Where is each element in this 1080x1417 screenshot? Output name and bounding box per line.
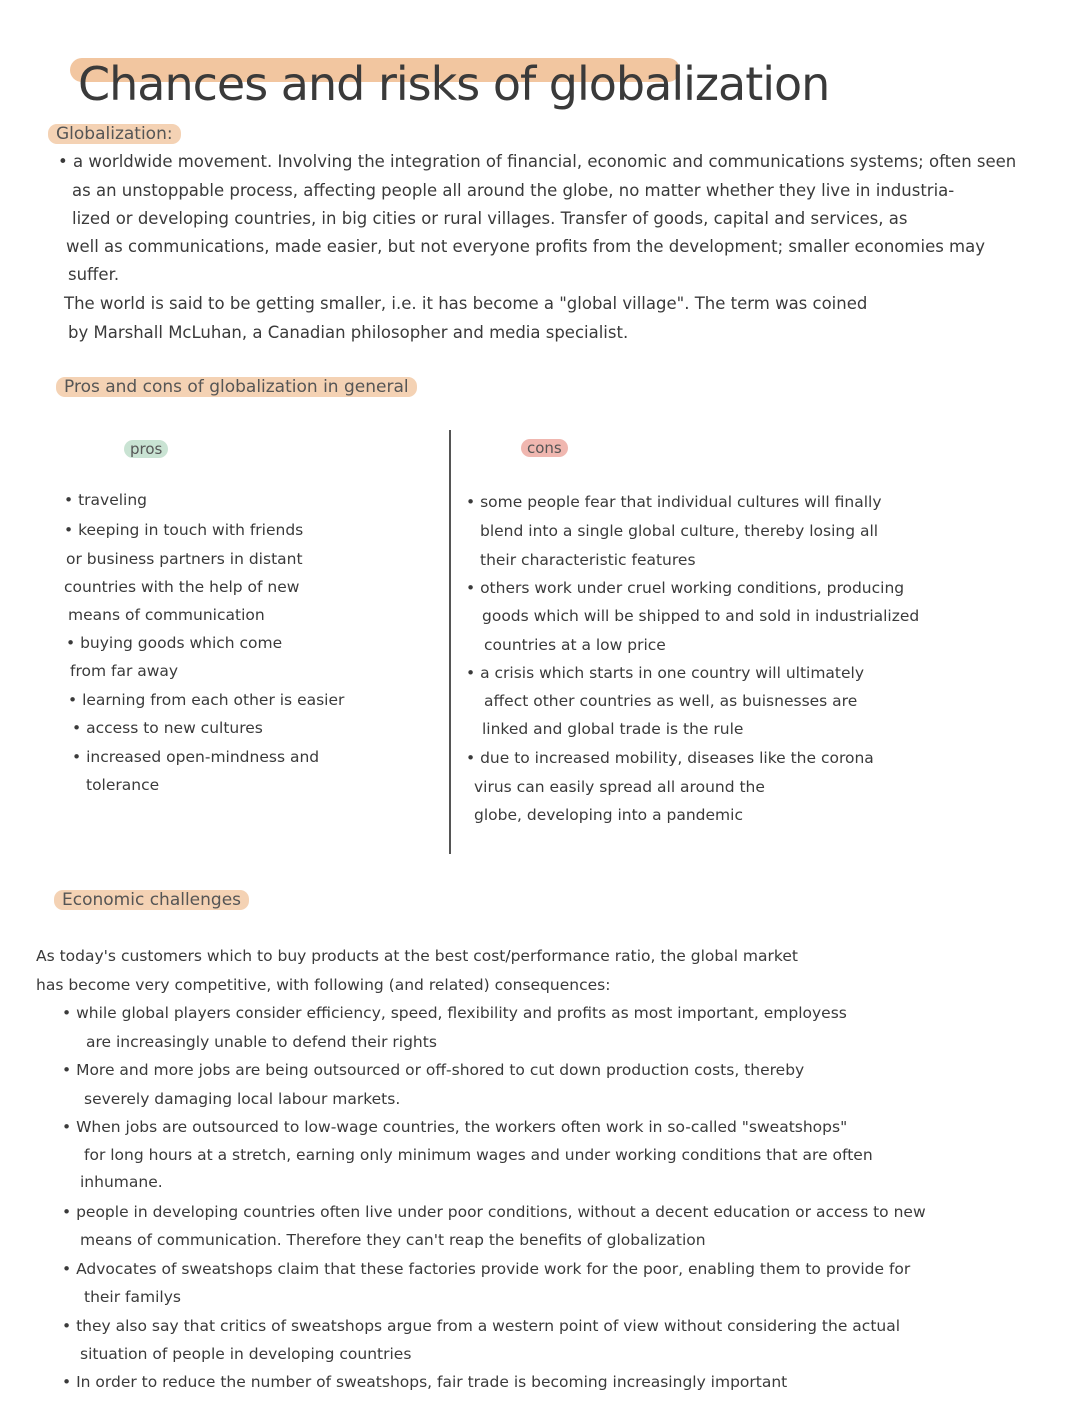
list-item: goods which will be shipped to and sold in industrialized	[482, 607, 920, 625]
text-line: • they also say that critics of sweatshops argue from a western point of view without considering the actual	[62, 1317, 901, 1335]
page-title: Chances and risks of globalization	[78, 56, 830, 111]
text-line: well as communications, made easier, but not everyone profits from the development; smaller economies may	[66, 237, 986, 256]
list-item: countries at a low price	[484, 636, 666, 654]
text-line: • people in developing countries often live under poor conditions, without a decent education or access to new	[62, 1203, 926, 1221]
text-line: are increasingly unable to defend their rights	[86, 1033, 437, 1051]
list-item: globe, developing into a pandemic	[474, 806, 743, 824]
cons-label: cons	[521, 439, 568, 457]
list-item: • increased open-mindness and	[72, 748, 320, 766]
text-line: lized or developing countries, in big cities or rural villages. Transfer of goods, capital and services, as	[72, 209, 908, 228]
list-item: • some people fear that individual cultures will finally	[466, 493, 882, 511]
text-line: severely damaging local labour markets.	[84, 1090, 401, 1108]
text-line: means of communication. Therefore they can't reap the benefits of globalization	[80, 1231, 706, 1249]
list-item: • learning from each other is easier	[68, 691, 345, 709]
list-item: • keeping in touch with friends	[64, 521, 304, 539]
text-line: • Advocates of sweatshops claim that these factories provide work for the poor, enabling them to provide for	[62, 1260, 911, 1278]
pros-cons-heading: Pros and cons of globalization in general	[56, 377, 417, 397]
text-line: has become very competitive, with following (and related) consequences:	[36, 976, 611, 994]
text-line: for long hours at a stretch, earning only minimum wages and under working conditions that are often	[84, 1146, 873, 1164]
list-item: or business partners in distant	[66, 550, 303, 568]
text-line: situation of people in developing countries	[80, 1345, 412, 1363]
text-line: • More and more jobs are being outsourced or off-shored to cut down production costs, thereby	[62, 1061, 805, 1079]
economic-heading: Economic challenges	[54, 890, 249, 910]
list-item: countries with the help of new	[64, 578, 300, 596]
list-item: means of communication	[68, 606, 265, 624]
text-line: by Marshall McLuhan, a Canadian philosopher and media specialist.	[68, 323, 629, 342]
list-item: • due to increased mobility, diseases like the corona	[466, 749, 874, 767]
list-item: blend into a single global culture, thereby losing all	[480, 522, 879, 540]
text-line: • When jobs are outsourced to low-wage countries, the workers often work in so-called "sweatshops"	[62, 1118, 848, 1136]
text-line: • while global players consider efficiency, speed, flexibility and profits as most important, employess	[62, 1004, 847, 1022]
text-line: inhumane.	[80, 1173, 163, 1191]
list-item: • others work under cruel working conditions, producing	[466, 579, 905, 597]
pros-label: pros	[124, 440, 168, 458]
globalization-heading: Globalization:	[48, 124, 181, 144]
text-line: their familys	[84, 1288, 181, 1306]
list-item: affect other countries as well, as buisnesses are	[484, 692, 858, 710]
list-item: • buying goods which come	[66, 634, 283, 652]
list-item: • access to new cultures	[72, 719, 263, 737]
text-line: • In order to reduce the number of sweatshops, fair trade is becoming increasingly important	[62, 1373, 788, 1391]
list-item: their characteristic features	[480, 551, 696, 569]
text-line: as an unstoppable process, affecting people all around the globe, no matter whether they live in industria-	[72, 181, 955, 200]
list-item: virus can easily spread all around the	[474, 778, 765, 796]
text-line: As today's customers which to buy products at the best cost/performance ratio, the global market	[36, 947, 798, 965]
list-item: linked and global trade is the rule	[482, 720, 744, 738]
text-line: The world is said to be getting smaller, i.e. it has become a "global village". The term was coined	[64, 294, 868, 313]
text-line: • a worldwide movement. Involving the integration of financial, economic and communications systems; often seen	[58, 152, 1017, 171]
column-divider	[449, 430, 451, 854]
text-line: suffer.	[68, 265, 120, 284]
list-item: • traveling	[64, 491, 148, 509]
list-item: • a crisis which starts in one country will ultimately	[466, 664, 865, 682]
list-item: tolerance	[86, 776, 160, 794]
list-item: from far away	[70, 662, 179, 680]
